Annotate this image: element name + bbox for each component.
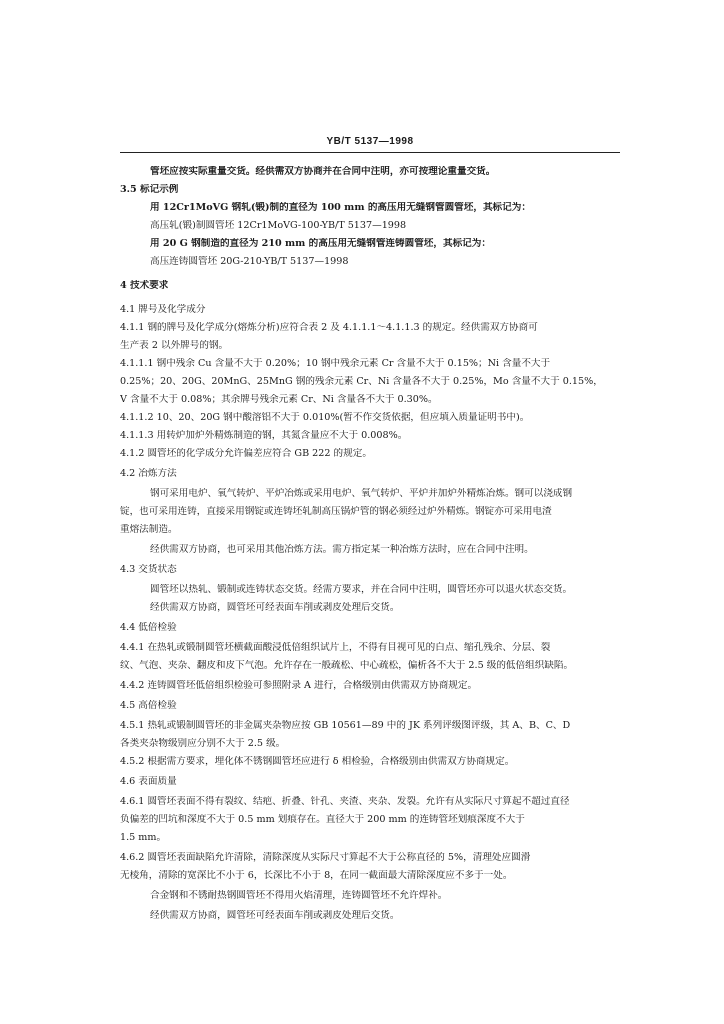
paragraph-line: 重熔法制造。: [120, 524, 178, 535]
section-heading: 4.3 交货状态: [120, 564, 177, 575]
paragraph-line: 经供需双方协商，圆管坯可经表面车削或剥皮处理后交货。: [150, 602, 400, 613]
paragraph-line: 1.5 mm。: [120, 832, 167, 843]
section-heading: 4.4 低倍检验: [120, 622, 177, 633]
paragraph-line: 4.1.1.3 用转炉加炉外精炼制造的钢，其氮含量应不大于 0.008%。: [120, 430, 408, 441]
paragraph-line: 经供需双方协商，也可采用其他冶炼方法。需方指定某一种冶炼方法时，应在合同中注明。: [150, 544, 534, 555]
paragraph-line: 管坯应按实际重量交货。经供需双方协商并在合同中注明，亦可按理论重量交货。: [150, 166, 496, 177]
paragraph-line: 4.4.1 在热轧或锻制圆管坯横截面酸浸低倍组织试片上，不得有目视可见的白点、缩孔残余、分层、裂: [120, 642, 551, 653]
paragraph-line: 用 12Cr1MoVG 钢轧(锻)制的直径为 100 mm 的高压用无缝钢管圆管坯，其标记为：: [150, 202, 531, 213]
paragraph-line: 4.1.1.2 10、20、20G 钢中酸溶铝不大于 0.010%(暂不作交货依据，但应填入质量证明书中)。: [120, 412, 530, 423]
paragraph-line: 合金钢和不锈耐热钢圆管坯不得用火焰清理，连铸圆管坯不允许焊补。: [150, 890, 448, 901]
section-heading: 3.5 标记示例: [120, 184, 179, 195]
paragraph-line: 高压轧(锻)制圆管坯 12Cr1MoVG-100-YB/T 5137—1998: [150, 220, 407, 231]
paragraph-line: 无棱角，清除的宽深比不小于 6，长深比不小于 8，在同一截面最大清除深度应不多于一处。: [120, 870, 513, 881]
section-heading: 4.6 表面质量: [120, 776, 177, 787]
paragraph-line: V 含量不大于 0.08%；其余牌号残余元素 Cr、Ni 含量各不大于 0.30%。: [120, 394, 438, 405]
paragraph-line: 圆管坯以热轧、锻制或连铸状态交货。经需方要求，并在合同中注明，圆管坯亦可以退火状态交货。: [150, 584, 573, 595]
paragraph-line: 4.5.1 热轧或锻制圆管坯的非金属夹杂物应按 GB 10561—89 中的 JK 系列评级图评级，其 A、B、C、D: [120, 720, 571, 731]
page-header-standard-number: YB/T 5137—1998: [326, 136, 414, 147]
paragraph-line: 4.4.2 连铸圆管坯低倍组织检验可参照附录 A 进行，合格级别由供需双方协商规定。: [120, 680, 478, 691]
paragraph-line: 高压连铸圆管坯 20G-210-YB/T 5137—1998: [150, 256, 349, 267]
section-heading: 4.1 牌号及化学成分: [120, 304, 206, 315]
paragraph-line: 4.6.1 圆管坯表面不得有裂纹、结疤、折叠、针孔、夹渣、夹杂、发裂。允许有从实际尺寸算起不超过直径: [120, 796, 570, 807]
paragraph-line: 各类夹杂物级别应分别不大于 2.5 级。: [120, 738, 286, 749]
paragraph-line: 0.25%；20、20G、20MnG、25MnG 钢的残余元素 Cr、Ni 含量各不大于 0.25%，Mo 含量不大于 0.15%，: [120, 376, 603, 387]
paragraph-line: 锭，也可采用连铸，直接采用钢锭或连铸坯轧制高压锅炉管的钢必须经过炉外精炼。钢锭亦可采用电渣: [120, 506, 552, 517]
chapter-heading: 4 技术要求: [120, 280, 169, 291]
paragraph-line: 经供需双方协商，圆管坯可经表面车削或剥皮处理后交货。: [150, 910, 400, 921]
header-rule: [120, 152, 620, 153]
paragraph-line: 用 20 G 钢制造的直径为 210 mm 的高压用无缝钢管连铸圆管坯，其标记为：: [150, 238, 491, 249]
paragraph-line: 生产表 2 以外牌号的钢。: [120, 340, 229, 351]
paragraph-line: 纹、气泡、夹杂、翻皮和皮下气泡。允许存在一般疏松、中心疏松，偏析各不大于 2.5 级的低倍组织缺陷。: [120, 660, 574, 671]
section-heading: 4.5 高倍检验: [120, 700, 177, 711]
paragraph-line: 钢可采用电炉、氧气转炉、平炉冶炼或采用电炉、氧气转炉、平炉并加炉外精炼冶炼。钢可以浇成钢: [150, 488, 573, 499]
paragraph-line: 4.1.1.1 钢中残余 Cu 含量不大于 0.20%；10 钢中残余元素 Cr 含量不大于 0.15%；Ni 含量不大于: [120, 358, 551, 369]
paragraph-line: 4.5.2 根据需方要求，埋化体不锈钢圆管坯应进行 δ 相检验，合格级别由供需双方协商规定。: [120, 756, 515, 767]
section-heading: 4.2 冶炼方法: [120, 468, 177, 479]
paragraph-line: 4.1.2 圆管坯的化学成分允许偏差应符合 GB 222 的规定。: [120, 448, 372, 459]
paragraph-line: 4.1.1 钢的牌号及化学成分(熔炼分析)应符合表 2 及 4.1.1.1～4.1.1.3 的规定。经供需双方协商可: [120, 322, 538, 333]
paragraph-line: 负偏差的凹坑和深度不大于 0.5 mm 划痕存在。直径大于 200 mm 的连铸管坯划痕深度不大于: [120, 814, 525, 825]
paragraph-line: 4.6.2 圆管坯表面缺陷允许清除，清除深度从实际尺寸算起不大于公称直径的 5%，清理处应圆滑: [120, 852, 531, 863]
